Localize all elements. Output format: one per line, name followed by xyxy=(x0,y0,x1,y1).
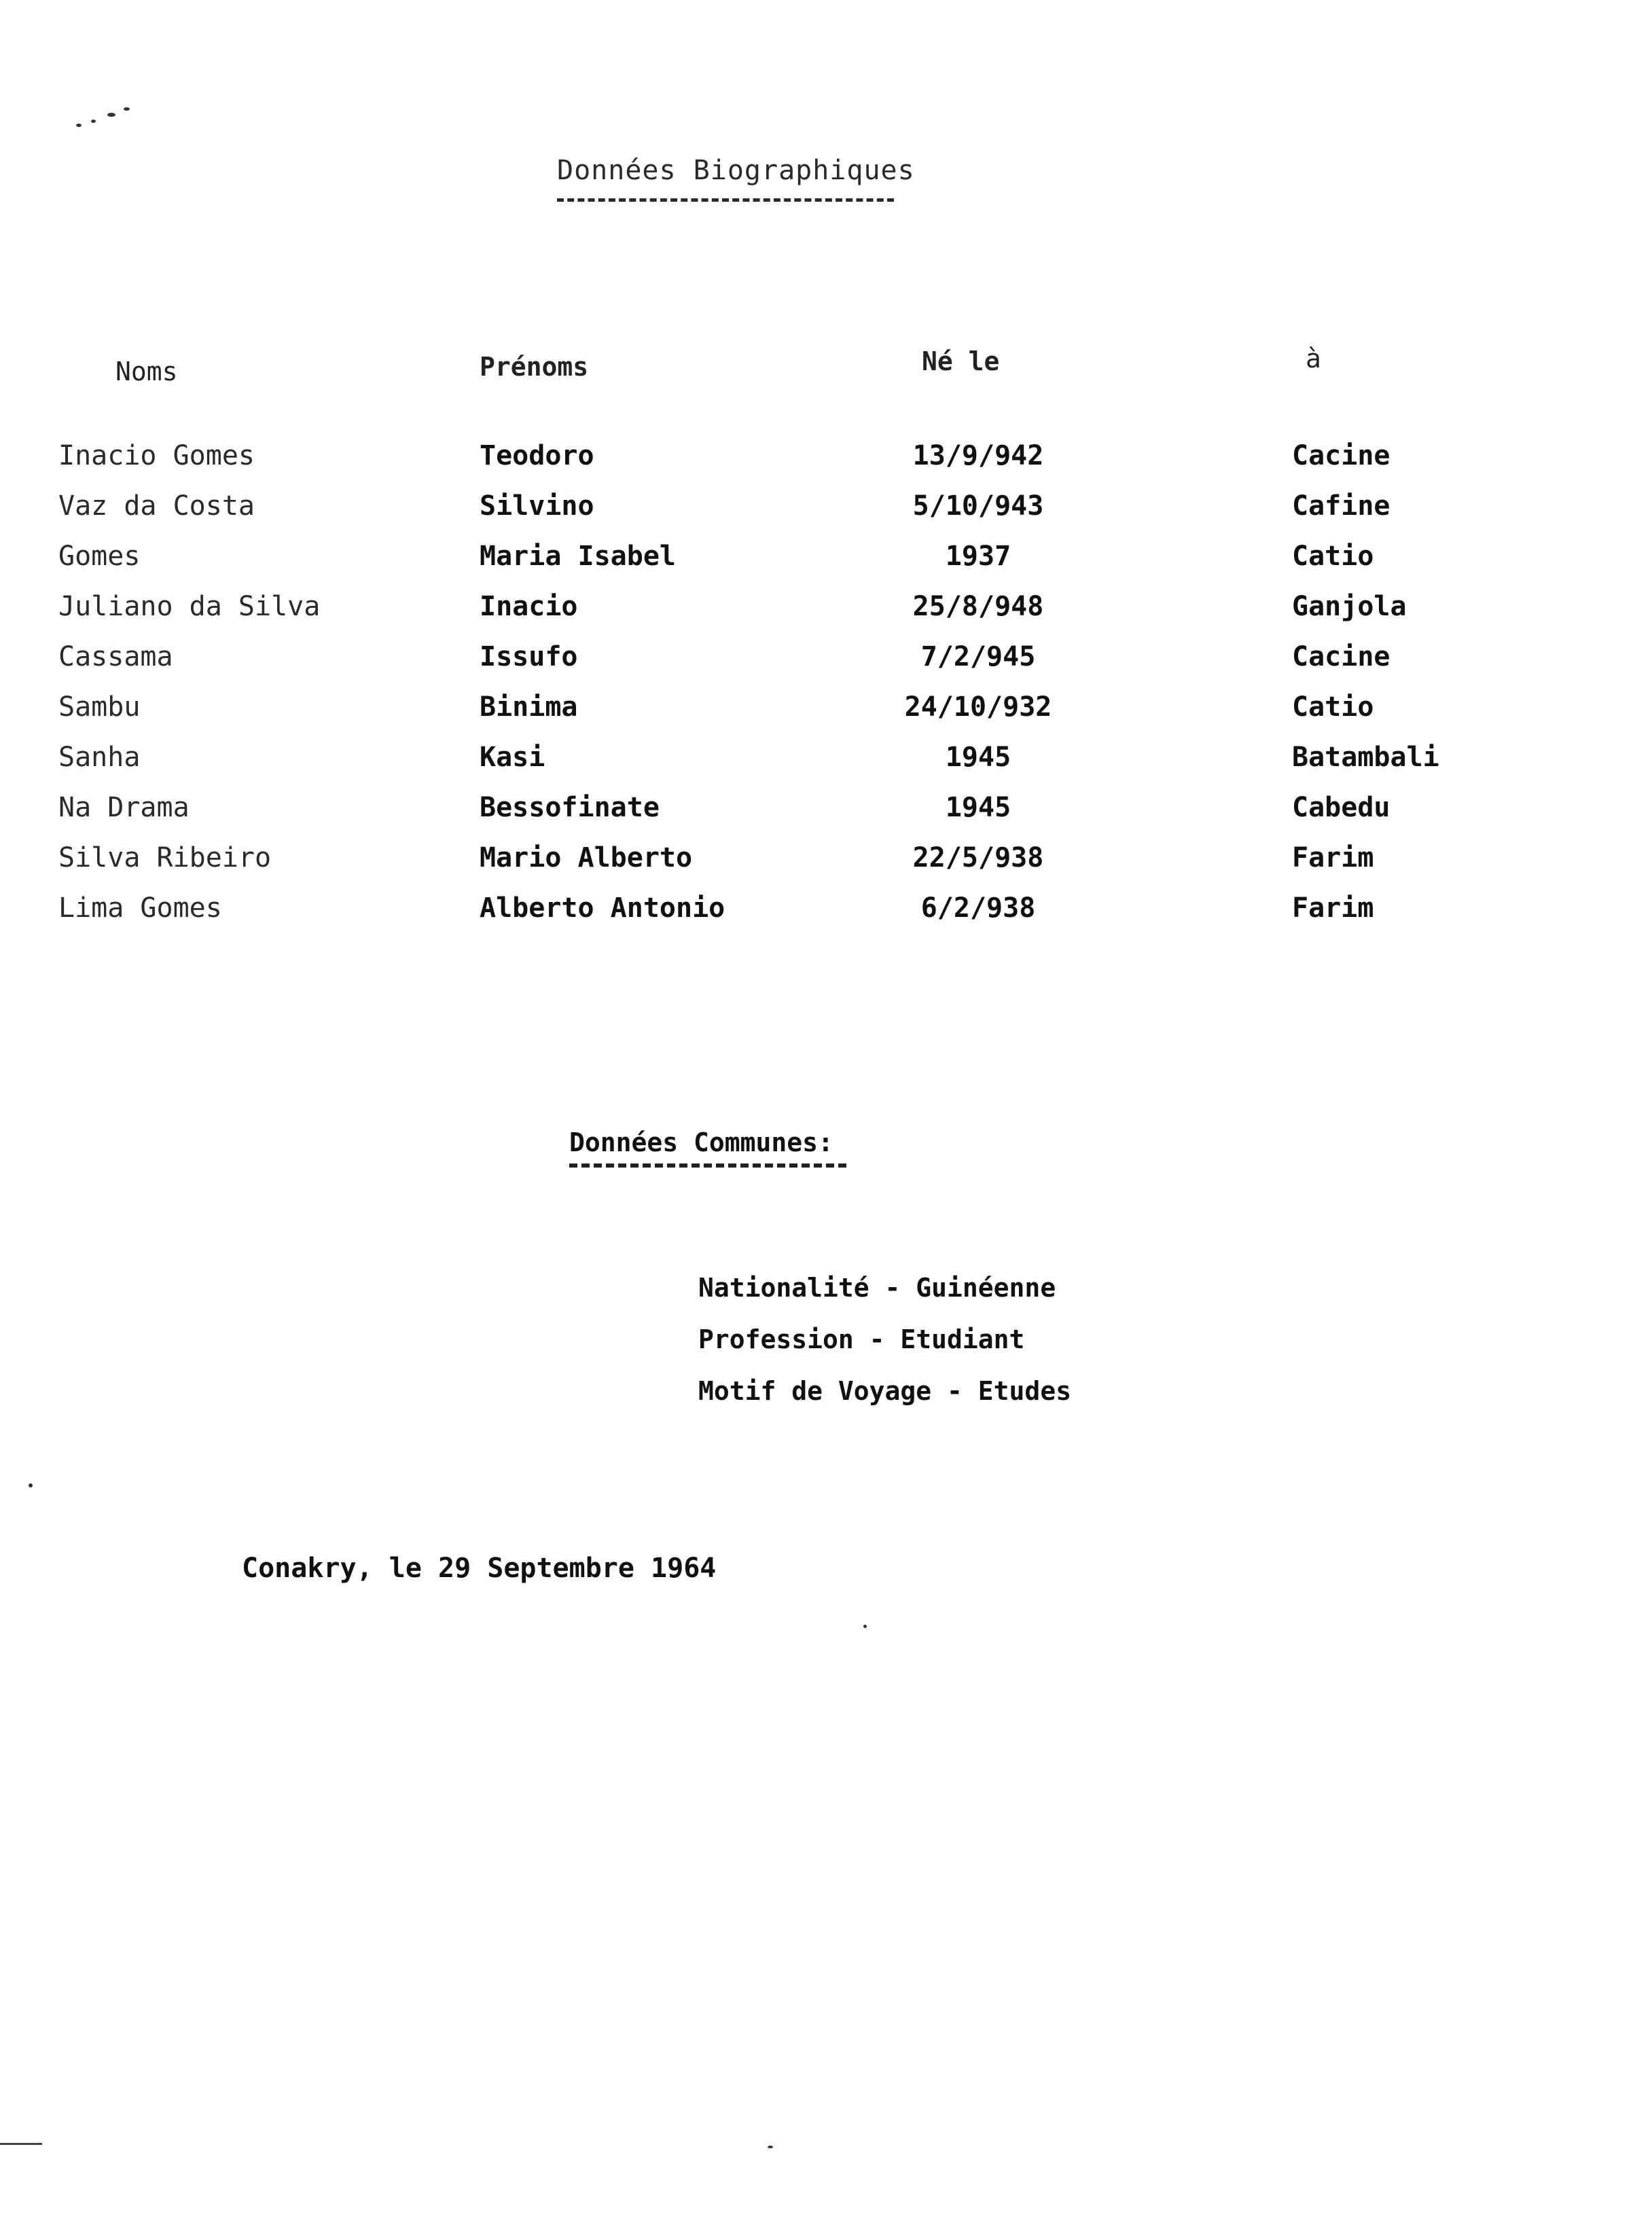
cell-ne-le: 5/10/943 xyxy=(912,490,1044,522)
title-underline xyxy=(557,198,894,202)
table-row xyxy=(0,742,1652,791)
scan-speck xyxy=(76,124,82,127)
cell-lieu: Cacine xyxy=(1292,641,1390,672)
cell-lieu: Cafine xyxy=(1292,490,1390,522)
scan-edge-mark xyxy=(0,2143,42,2145)
cell-ne-le: 25/8/948 xyxy=(912,591,1044,622)
cell-ne-le: 1945 xyxy=(945,792,1011,823)
cell-nom: Cassama xyxy=(58,641,173,672)
cell-prenom: Binima xyxy=(480,691,578,723)
cell-lieu: Farim xyxy=(1292,842,1374,873)
cell-lieu: Cacine xyxy=(1292,440,1390,471)
column-header-prenoms: Prénoms xyxy=(480,352,589,382)
table-row xyxy=(0,842,1652,891)
info-line-nationalite: Nationalité - Guinéenne xyxy=(698,1273,1056,1303)
section-underline xyxy=(569,1163,846,1168)
cell-prenom: Inacio xyxy=(480,591,578,622)
scan-speck xyxy=(91,120,96,123)
table-row xyxy=(0,490,1652,539)
cell-lieu: Catio xyxy=(1292,691,1374,723)
cell-nom: Sambu xyxy=(58,691,141,723)
table-row xyxy=(0,440,1652,489)
cell-lieu: Farim xyxy=(1292,892,1374,924)
table-row xyxy=(0,591,1652,640)
cell-lieu: Catio xyxy=(1292,541,1374,572)
table-row xyxy=(0,892,1652,941)
place-date-signoff: Conakry, le 29 Septembre 1964 xyxy=(242,1553,717,1584)
cell-lieu: Cabedu xyxy=(1292,792,1390,823)
cell-nom: Silva Ribeiro xyxy=(58,842,272,873)
info-line-profession: Profession - Etudiant xyxy=(698,1324,1025,1354)
cell-nom: Sanha xyxy=(58,742,141,773)
cell-lieu: Batambali xyxy=(1292,742,1439,773)
column-header-a: à xyxy=(1306,344,1321,374)
cell-prenom: Silvino xyxy=(480,490,594,522)
cell-lieu: Ganjola xyxy=(1292,591,1407,622)
scan-speck xyxy=(29,1483,33,1487)
info-line-motif: Motif de Voyage - Etudes xyxy=(698,1376,1072,1406)
scan-speck xyxy=(124,107,130,111)
cell-nom: Gomes xyxy=(58,541,141,572)
cell-ne-le: 22/5/938 xyxy=(912,842,1044,873)
cell-prenom: Bessofinate xyxy=(480,792,660,823)
scan-speck xyxy=(768,2146,773,2148)
column-header-noms: Noms xyxy=(115,357,178,386)
cell-ne-le: 24/10/932 xyxy=(904,691,1052,723)
column-header-ne-le: Né le xyxy=(922,346,1000,376)
cell-ne-le: 1937 xyxy=(945,541,1011,572)
table-row xyxy=(0,541,1652,590)
cell-prenom: Kasi xyxy=(480,742,545,773)
table-row xyxy=(0,641,1652,690)
cell-ne-le: 1945 xyxy=(945,742,1011,773)
cell-prenom: Issufo xyxy=(480,641,578,672)
table-row xyxy=(0,691,1652,740)
scan-speck xyxy=(107,113,115,117)
cell-nom: Na Drama xyxy=(58,792,190,823)
cell-ne-le: 13/9/942 xyxy=(912,440,1044,471)
cell-prenom: Alberto Antonio xyxy=(480,892,725,924)
section-title-donnees-communes: Données Communes: xyxy=(569,1127,833,1157)
cell-nom: Juliano da Silva xyxy=(58,591,321,622)
cell-ne-le: 6/2/938 xyxy=(920,892,1036,924)
cell-prenom: Teodoro xyxy=(480,440,594,471)
cell-prenom: Mario Alberto xyxy=(480,842,693,873)
cell-nom: Vaz da Costa xyxy=(58,490,255,522)
cell-nom: Lima Gomes xyxy=(58,892,222,924)
table-row xyxy=(0,792,1652,841)
document-title: Données Biographiques xyxy=(557,155,915,186)
cell-prenom: Maria Isabel xyxy=(480,541,676,572)
cell-nom: Inacio Gomes xyxy=(58,440,255,471)
cell-ne-le: 7/2/945 xyxy=(920,641,1036,672)
scan-speck xyxy=(863,1625,867,1628)
